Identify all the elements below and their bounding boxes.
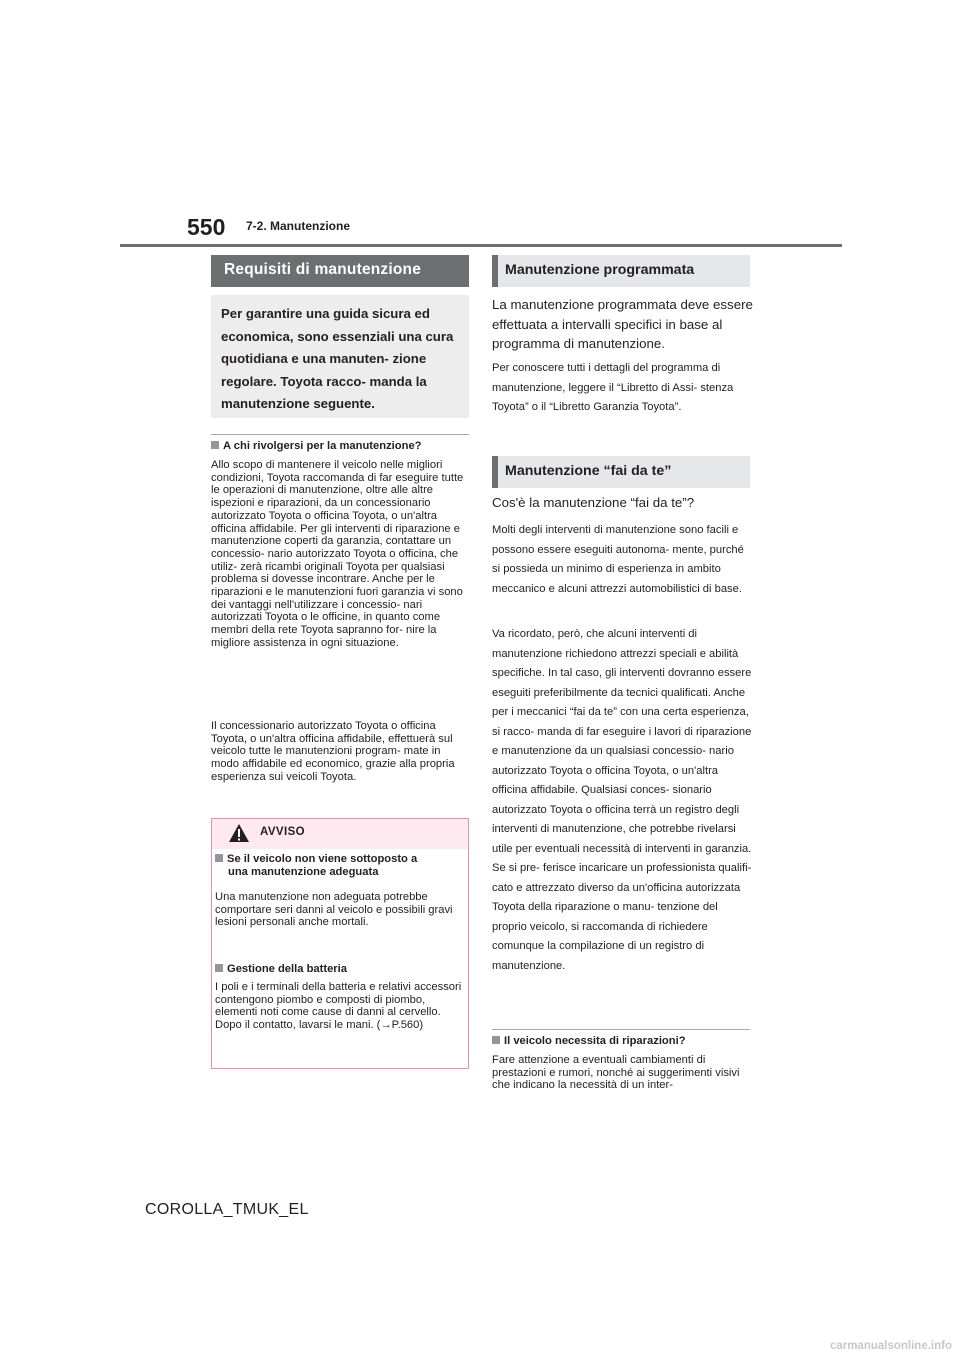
paragraph: Fare attenzione a eventuali cambiamenti di prestazioni e rumori, nonché ai suggerimenti visivi che indicano la necessità di un inter- (492, 1054, 740, 1092)
square-bullet-icon (215, 964, 223, 972)
lead-question: Cos'è la manutenzione “fai da te”? (492, 495, 695, 510)
section-title: 7-2. Manutenzione (246, 219, 351, 233)
heading-accent-bar (492, 456, 498, 488)
warning-item-text: I poli e i terminali della batteria e relativi accessori contengono piombo e composti di piombo, elementi noti come cause di danni al cervello. Dopo il contatto, lavarsi le mani. (→P.560) (215, 981, 462, 1032)
square-bullet-icon (492, 1036, 500, 1044)
footer-model-code: COROLLA_TMUK_EL (145, 1201, 309, 1218)
divider (492, 1029, 750, 1030)
header-rule (120, 244, 842, 247)
section-heading-label: Requisiti di manutenzione (224, 261, 422, 278)
subsection-title-who-to-contact (211, 440, 422, 452)
warning-item-text: Una manutenzione non adeguata potrebbe comportare seri danni al veicolo e possibili gravi lesioni personali anche mortali. (215, 891, 453, 929)
warning-item-title-line2: una manutenzione adeguata (228, 866, 379, 878)
warning-item-title-line1: Se il veicolo non viene sottoposto a (227, 853, 418, 865)
section-heading-scheduled-maintenance (492, 255, 750, 287)
paragraph: Va ricordato, però, che alcuni interventi di manutenzione richiedono attrezzi speciali e abilità specifiche. In tal caso, gli interventi dovranno essere eseguiti preferibilmente da tecnici qualificati. Anche per i meccanici “fai da te” con una certa esperienza, si racco- manda di far eseguire i lavori di riparazione e manutenzione da un qualsiasi concessio- nario autorizzato Toyota o officina Toyota, o un'altra officina affidabile. Qualsiasi conces- sionario autorizzato Toyota o officina terrà un registro degli interventi di manutenzione, che potrebbe rivelarsi utile per eventuali necessità di interventi in garanzia. Se si pre- ferisce incaricare un professionista qualifi- cato e attrezzato diverso da un'officina autorizzata Toyota della riparazione o manu- tenzione del proprio veicolo, si raccomanda di richiedere comunque la compilazione di un registro di manutenzione. (492, 628, 752, 972)
lead-paragraph: La manutenzione programmata deve essere effettuata a intervalli specifici in base al programma di manutenzione. (492, 297, 753, 351)
warning-label: AVVISO (260, 826, 306, 838)
warning-item-title-maintenance (215, 853, 465, 879)
page-number: 550 (187, 214, 226, 240)
section-heading-label: Manutenzione programmata (505, 262, 695, 278)
heading-accent-bar (492, 255, 498, 287)
paragraph: Molti degli interventi di manutenzione sono facili e possono essere eseguiti autonoma- mente, purché si possieda un minimo di esperienza in ambito meccanico e alcuni attrezzi automobilistici di base. (492, 524, 744, 595)
section-heading-label: Manutenzione “fai da te” (505, 463, 672, 479)
subsection-title-label: A chi rivolgersi per la manutenzione? (223, 440, 422, 452)
paragraph: Il concessionario autorizzato Toyota o officina Toyota, o un'altra officina affidabile, effettuerà sul veicolo tutte le manutenzioni program- mate in modo affidabile ed economico, grazie alla propria esperienza sui veicoli Toyota. (211, 720, 455, 783)
paragraph: Per conoscere tutti i dettagli del programma di manutenzione, leggere il “Libretto di Assi- stenza Toyota” o il “Libretto Garanzia Toyota”. (492, 362, 734, 413)
warning-header (212, 819, 468, 849)
subsection-title-repairs-needed (492, 1035, 686, 1047)
warning-item-title-battery (215, 963, 347, 975)
paragraph: Allo scopo di mantenere il veicolo nelle migliori condizioni, Toyota raccomanda di far eseguire tutte le operazioni di manutenzione, oltre alle altre ispezioni e riparazioni, da un concessionario autorizzato Toyota o officina Toyota, o un'altra officina affidabile. Per gli interventi di riparazione e manutenzione coperti da garanzia, contattare un concessio- nario autorizzato Toyota o officina, che utiliz- zerà ricambi originali Toyota per qualsiasi problema si dovesse incontrare. Anche per le riparazioni e le manutenzioni fuori garanzia vi sono dei vantaggi nell'utilizzare i concessio- nari autorizzati Toyota o le officine, in quanto come membri della rete Toyota sapranno for- nire la migliore assistenza in ogni situazione. (211, 459, 464, 649)
section-heading-diy-maintenance (492, 456, 750, 488)
intro-text: Per garantire una guida sicura ed economica, sono essenziali una cura quotidiana e una manuten- zione regolare. Toyota racco- manda la manutenzione seguente. (221, 306, 454, 411)
subsection-title-label: Il veicolo necessita di riparazioni? (504, 1035, 686, 1047)
watermark: carmanualsonline.info (829, 1340, 952, 1352)
divider (211, 434, 469, 435)
warning-triangle-icon (228, 823, 250, 843)
square-bullet-icon (211, 441, 219, 449)
warning-item-title-label: Gestione della batteria (227, 963, 347, 975)
intro-box (211, 295, 469, 418)
square-bullet-icon (215, 854, 223, 862)
section-heading-maintenance-requirements (211, 255, 469, 287)
